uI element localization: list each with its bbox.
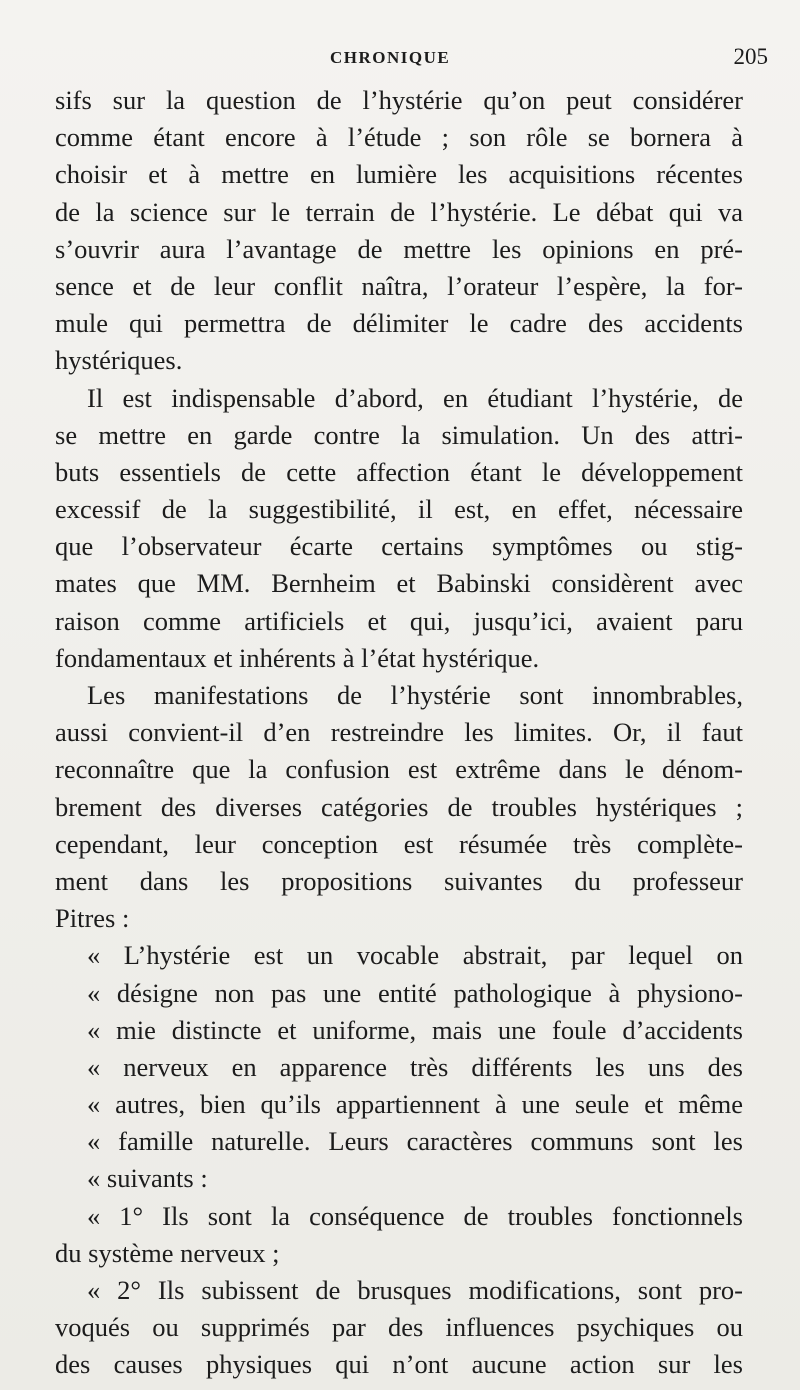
text-line: « nerveux en apparence très différents les uns des: [87, 1051, 743, 1082]
text-line: voqués ou supprimés par des influences psychiques ou: [55, 1312, 743, 1343]
text-line: Il est indispensable d’abord, en étudiant l’hystérie, de: [87, 382, 743, 413]
text-line: choisir et à mettre en lumière les acquisitions récentes: [55, 159, 743, 190]
text-line: brement des diverses catégories de troubles hystériques ;: [55, 791, 743, 822]
text-line: « autres, bien qu’ils appartiennent à une seule et même: [87, 1089, 743, 1120]
text-line: Les manifestations de l’hystérie sont innombrables,: [87, 680, 743, 710]
text-line: raison comme artificiels et qui, jusqu’ici, avaient paru: [55, 605, 743, 636]
text-line: hystériques.: [55, 345, 183, 376]
text-line: sence et de leur conflit naîtra, l’orateur l’espère, la for-: [55, 270, 743, 301]
text-line: Pitres :: [55, 903, 130, 934]
text-line: « L’hystérie est un vocable abstrait, par lequel on: [87, 940, 743, 971]
running-head: CHRONIQUE: [330, 48, 451, 67]
text-line: que l’observateur écarte certains symptômes ou stig-: [55, 531, 743, 562]
text-line: « 1° Ils sont la conséquence de troubles fonctionnels: [87, 1200, 743, 1231]
text-line: comme étant encore à l’étude ; son rôle se bornera à: [55, 122, 743, 153]
text-line: sifs sur la question de l’hystérie qu’on peut considérer: [55, 85, 743, 115]
text-line: mates que MM. Bernheim et Babinski considèrent avec: [55, 568, 743, 599]
text-line: excessif de la suggestibilité, il est, en effet, nécessaire: [55, 494, 743, 525]
text-line: buts essentiels de cette affection étant le développement: [55, 456, 743, 487]
text-line: des causes physiques qui n’ont aucune action sur les: [55, 1349, 743, 1380]
text-line: ment dans les propositions suivantes du professeur: [55, 865, 743, 896]
text-line: de la science sur le terrain de l’hystérie. Le débat qui va: [55, 196, 743, 227]
page-header: [0, 44, 800, 74]
text-line: se mettre en garde contre la simulation. Un des attri-: [55, 419, 743, 450]
text-line: cependant, leur conception est résumée très complète-: [55, 828, 743, 859]
text-line: « désigne non pas une entité pathologique à physiono-: [87, 977, 743, 1008]
text-line: du système nerveux ;: [55, 1237, 280, 1268]
text-line: mule qui permettra de délimiter le cadre des accidents: [55, 308, 743, 339]
text-line: fondamentaux et inhérents à l’état hystérique.: [55, 642, 540, 673]
page-number: 205: [733, 44, 768, 69]
text-line: « suivants :: [87, 1163, 208, 1194]
text-line: « 2° Ils subissent de brusques modifications, sont pro-: [87, 1275, 743, 1305]
text-line: « mie distincte et uniforme, mais une foule d’accidents: [87, 1014, 743, 1045]
body-text: [55, 82, 743, 1384]
text-line: « famille naturelle. Leurs caractères communs sont les: [87, 1126, 743, 1157]
text-line: aussi convient-il d’en restreindre les limites. Or, il faut: [55, 717, 743, 748]
text-line: s’ouvrir aura l’avantage de mettre les opinions en pré-: [55, 233, 743, 264]
text-line: reconnaître que la confusion est extrême dans le dénom-: [55, 754, 743, 785]
